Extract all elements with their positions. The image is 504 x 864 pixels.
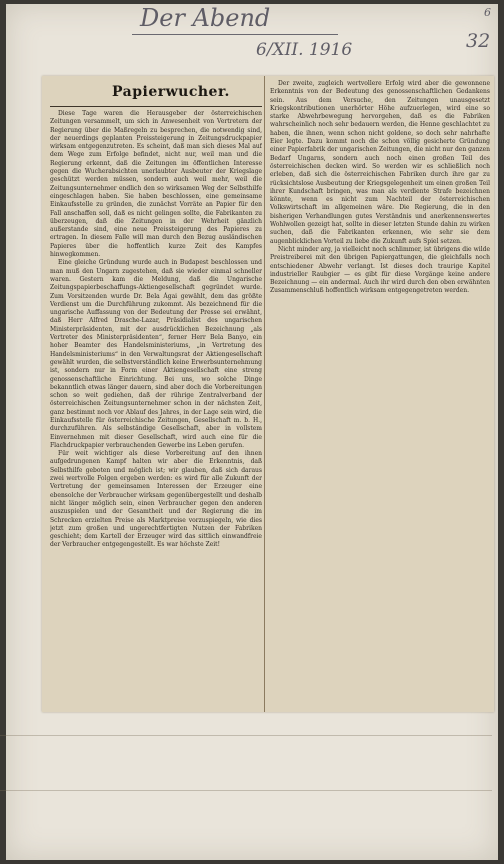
- handwritten-underline: [132, 34, 338, 35]
- paragraph: Eine gleiche Gründung wurde auch in Budapest beschlossen und man muß den Ungarn zugestehen, daß sie wieder einmal schneller waren. Gestern kam die Meldung, daß die Ungarische Zeitungspapierbeschaffungs-Aktiengesellschaft gegründet wurde. Zum Vorsitzenden wurde Dr. Bela Ágai gewählt, dem das größte Verdienst um die Durchführung zukommt. Als bezeichnend für die ungarische Auffassung von der Bedeutung der Presse sei erwähnt, daß Herr Alfred Drasche-Lazar, Präsidialist des ungarischen Ministerpräsidenten, mit der ausdrücklichen Bezeichnung „als Vertreter des Ministerpräsidenten“, ferner Herr Bela Banyo, ein hoher Beamter des Handelsministeriums, „in Vertretung des Handelsministeriums“ in den Verwaltungsrat der Aktiengesellschaft gewählt wurden, die selbstverständlich keine Erwerbsunternehmung ist, sondern nur in Form einer Aktiengesellschaft eine streng genossenschaftliche Einrichtung. Bei uns, wo solche Dinge bekanntlich etwas länger dauern, sind aber doch die Vorbereitungen schon so weit gediehen, daß der rührige Zentralverband der österreichischen Zeitungsunternehmer schon in der nächsten Zeit, ganz bestimmt noch vor Ablauf des Jahres, in der Lage sein wird, die Einkaufsstelle für österreichische Zeitungen, Gesellschaft m. b. H., durchzuführen. Als selbständige Gesellschaft, aber in vollstem Einvernehmen mit dieser Gesellschaft, wird auch eine für die Flachdruckpapier verbrauchenden Gewerbe ins Leben gerufen.: [50, 259, 262, 449]
- article-column-right: [270, 80, 490, 380]
- sheet-fold-line: [0, 735, 492, 736]
- article-title: Papierwucher.: [112, 84, 230, 100]
- newspaper-clipping: [42, 76, 494, 712]
- handwritten-archive-number: 32: [466, 30, 491, 52]
- handwritten-source: Der Abend: [140, 4, 271, 32]
- paragraph: Der zweite, zugleich wertvollere Erfolg wird aber die gewonnene Erkenntnis von der Bedeutung des genossenschaftlichen Gedankens sein. Aus dem Versuche, den Zeitungen unausgesetzt Kriegskontributionen unerhörter Höhe aufzuerlegen, wird eine so starke Abwehrbewegung hervorgehen, daß es die Fabriken wahrscheinlich noch sehr bedauern werden, die Henne geschlachtet zu haben, die ihnen, wenn schon nicht goldene, so doch sehr nahrhafte Eier legte. Dazu kommt noch die schon völlig gesicherte Gründung einer Papierfabrik der ungarischen Zeitungen, die nicht nur den ganzen Bedarf Ungarns, sondern auch noch einen großen Teil des österreichischen decken wird. So werden wir es schließlich noch erleben, daß sich die österreichischen Fabriken durch ihre gar zu rücksichtslose Ausbeutung der Kriegsgelegenheit um einen großen Teil ihrer Kundschaft bringen, was man als verdiente Strafe bezeichnen könnte, wenn es nicht zum Nachteil der österreichischen Volkswirtschaft im allgemeinen wäre. Die Regierung, die in den bisherigen Verhandlungen gutes Verständnis und anerkennenswertes Wohlwollen gezeigt hat, sollte in dieser letzten Stunde dahin zu wirken suchen, daß die Fabrikanten erkennen, wie sehr sie dem augenblicklichen Vorteil zu liebe die Zukunft aufs Spiel setzen.: [270, 80, 490, 245]
- handwritten-number: 6: [484, 6, 491, 19]
- title-rule: [50, 106, 262, 107]
- paragraph: Für weit wichtiger als diese Vorbereitung auf den ihnen aufgedrungenen Kampf halten wir aber die Erkenntnis, daß Selbsthilfe geboten und möglich ist; wir glauben, daß sich daraus zwei wertvolle Folgen ergeben werden: es wird für alle Zukunft der Vertretung der gemeinsamen Interessen der Erzeuger eine ebensolche der Verbraucher wirksam gegenübergestellt und deshalb nicht länger möglich sein, einen Verbraucher gegen den anderen auszuspielen und der Gesamtheit und der Regierung die im Schrecken erzielten Preise als Marktpreise vorzuspiegeln, wie dies jetzt zum großen und ungerechtfertigten Nutzen der Fabriken geschieht; dem Kartell der Erzeuger wird das sittlich einwandfreie der Verbraucher entgegengestellt. Es war höchste Zeit!: [50, 450, 262, 549]
- paragraph: Nicht minder arg, ja vielleicht noch schlimmer, ist übrigens die wilde Preistreiberei mit den übrigen Papiergattungen, die gleichfalls noch entschiedener Abwehr verlangt. Ist dieses doch traurige Kapitel industrieller Raubgier — es gibt für diese Vorgänge keine andere Bezeichnung — ein andermal. Auch ihr wird durch den oben erwähnten Zusammenschluß hoffentlich wirksam entgegengetreten werden.: [270, 245, 490, 295]
- handwritten-date: 6/XII. 1916: [256, 40, 353, 60]
- sheet-fold-line: [0, 790, 492, 791]
- paragraph: Diese Tage waren die Herausgeber der österreichischen Zeitungen versammelt, um sich in Anwesenheit von Vertretern der Regierung über die Maßregeln zu besprechen, die notwendig sind, der neuerdings geplanten Preissteigerung in Zeitungsdruckpapier wirksam entgegenzutreten. Es scheint, daß man sich dieses Mal auf dem Wege zum Erfolge befindet, nicht nur, weil man und die Regierung erkennt, daß die Zeitungen im öffentlichen Interesse gegen die Wucherabsichten unerlaubter Ausbeuter der Kriegslage geschützt werden müssen, sondern auch weil mehr, weil die Zeitungsunternehmer endlich den so wirksamen Weg der Selbsthilfe eingeschlagen haben. Sie haben beschlossen, eine gemeinsame Einkaufsstelle zu gründen, die zunächst Vorräte an Papier für den Fall anschaffen soll, daß es nicht gelingen sollte, die Fabrikanten zu überzeugen, daß die Zeitungen in der Wehrheit gänzlich außerstande sind, eine neue Preissteigerung des Papieres zu ertragen. In diesem Falle will man durch den Bezug ausländischen Papieres über die hoffentlich kurze Zeit des Kampfes hinwegkommen.: [50, 110, 262, 259]
- article-column-left: [50, 110, 262, 706]
- column-divider: [264, 76, 265, 712]
